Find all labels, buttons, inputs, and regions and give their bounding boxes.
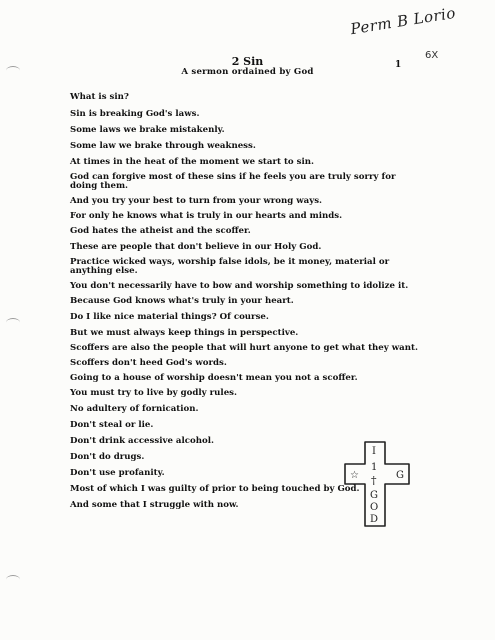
sermon-line: Some law we brake through weakness.: [70, 141, 256, 151]
sermon-line: No adultery of fornication.: [70, 404, 199, 414]
sermon-line: At times in the heat of the moment we start to sin.: [70, 157, 314, 167]
sermon-line: Don't steal or lie.: [70, 420, 154, 430]
sermon-line: These are people that don't believe in our Holy God.: [70, 242, 322, 252]
page-number: 1: [395, 60, 402, 70]
sermon-line: What is sin?: [70, 92, 129, 102]
punch-hole-mark: [6, 575, 20, 584]
sermon-line: You don't necessarily have to bow and worship something to idolize it.: [70, 281, 409, 291]
cross-letter: D: [370, 514, 379, 525]
cross-letter: G: [396, 470, 404, 481]
sermon-line: Scoffers don't heed God's words.: [70, 358, 227, 368]
sermon-title: 2 Sin: [231, 55, 264, 68]
sermon-line: Scoffers are also the people that will hurt anyone to get what they want.: [70, 343, 418, 353]
sermon-line: Do I like nice material things? Of course.: [70, 312, 269, 322]
sermon-line: For only he knows what is truly in our hearts and minds.: [70, 211, 343, 221]
sermon-line: Don't use profanity.: [70, 468, 165, 478]
cross-letter: I: [372, 446, 376, 457]
sermon-line: Practice wicked ways, worship false idols, be it money, material or anything else.: [70, 257, 390, 276]
sermon-line: Some laws we brake mistakenly.: [70, 125, 225, 135]
punch-hole-mark: [6, 318, 20, 327]
cross-letter: O: [370, 502, 379, 513]
hand-drawn-cross: [343, 440, 413, 530]
handwritten-signature: Perm B Lorio: [349, 3, 458, 39]
handwritten-mark: 6X: [425, 50, 439, 61]
cross-letter: G: [370, 490, 378, 501]
sermon-line: God hates the atheist and the scoffer.: [70, 226, 251, 236]
sermon-subtitle: A sermon ordained by God: [181, 67, 314, 77]
cross-letter: 1: [371, 462, 378, 473]
sermon-line: And you try your best to turn from your wrong ways.: [70, 196, 323, 206]
sermon-line: God can forgive most of these sins if he feels you are truly sorry for doing them.: [70, 172, 396, 191]
sermon-line: Going to a house of worship doesn't mean you not a scoffer.: [70, 373, 358, 383]
sermon-line: Most of which I was guilty of prior to being touched by God.: [70, 484, 360, 494]
sermon-line: Don't do drugs.: [70, 452, 145, 462]
sermon-line: Because God knows what's truly in your heart.: [70, 296, 294, 306]
sermon-line: You must try to live by godly rules.: [70, 388, 237, 398]
sermon-line: But we must always keep things in perspective.: [70, 328, 299, 338]
cross-letter: †: [371, 474, 377, 487]
sermon-line: Sin is breaking God's laws.: [70, 109, 200, 119]
star-of-david-icon: ☆: [350, 470, 359, 481]
sermon-line: And some that I struggle with now.: [70, 500, 239, 510]
sermon-line: Don't drink accessive alcohol.: [70, 436, 214, 446]
